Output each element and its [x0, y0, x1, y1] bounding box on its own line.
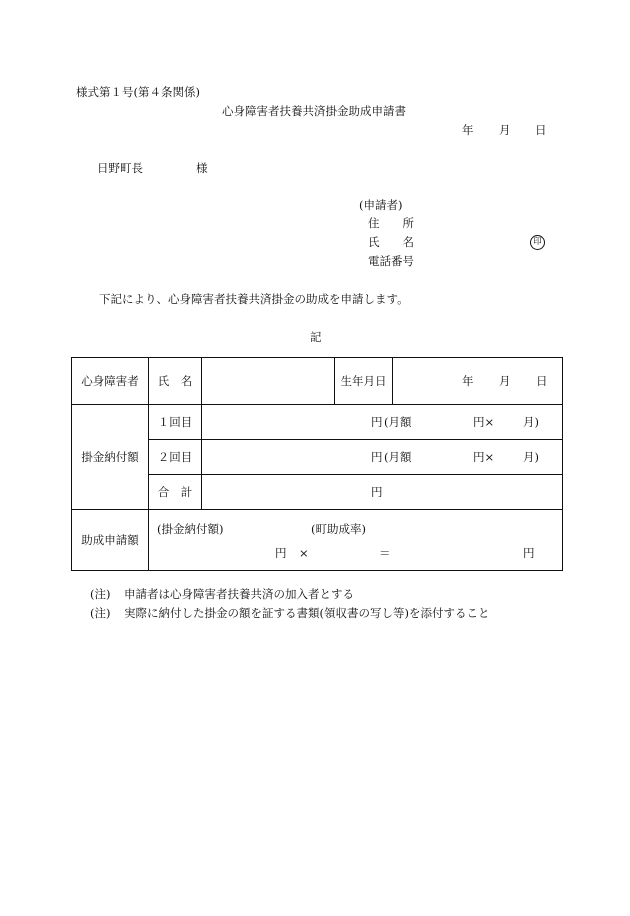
- payment-first-row: [72, 405, 563, 440]
- birth-label-cell: [335, 358, 393, 405]
- grant-label-cell: [72, 510, 149, 571]
- grant-label: 助成申請額: [81, 533, 139, 547]
- first-label: １回目: [157, 415, 193, 429]
- second-monthly-open: (月額: [384, 450, 412, 464]
- note-text-1: 申請者は心身障害者扶養共済の加入者とする: [124, 587, 354, 601]
- total-amount-cell[interactable]: [202, 475, 563, 510]
- second-yen: 円: [371, 450, 383, 464]
- birth-label: 生年月日: [340, 374, 387, 388]
- grant-payment-label: (掛金納付額): [157, 522, 224, 536]
- date-year: 年: [462, 123, 474, 137]
- grant-calc-cell[interactable]: [149, 510, 563, 571]
- first-label-cell: [149, 405, 202, 440]
- person-row: [72, 358, 563, 405]
- ki-heading: 記: [310, 330, 322, 344]
- date-day: 日: [535, 123, 547, 137]
- intro-sentence: 下記により、心身障害者扶養共済掛金の助成を申請します。: [99, 292, 409, 306]
- second-label: ２回目: [157, 450, 193, 464]
- payment-label-cell: [72, 405, 149, 510]
- birth-day-unit: 日: [536, 374, 548, 388]
- grant-yen: 円: [275, 546, 287, 560]
- application-table: [71, 357, 563, 571]
- total-label: 合 計: [157, 485, 193, 499]
- birth-year-unit: 年: [462, 374, 474, 388]
- person-label-cell: [72, 358, 149, 405]
- grant-rate-label: (町助成率): [311, 522, 366, 536]
- applicant-label: (申請者): [359, 198, 403, 212]
- grant-equals: ＝: [379, 546, 391, 560]
- note-mark-1: (注): [90, 587, 111, 601]
- addressee-name: 日野町長: [97, 161, 143, 175]
- applicant-phone-label: 電話番号: [368, 254, 414, 268]
- second-month-close: 月): [523, 450, 539, 464]
- grant-result-yen: 円: [523, 546, 535, 560]
- grant-row: [72, 510, 563, 571]
- total-yen: 円: [371, 485, 383, 499]
- second-label-cell: [149, 440, 202, 475]
- first-yen-times: 円×: [473, 415, 495, 429]
- name-value-cell[interactable]: [202, 358, 335, 405]
- form-number: 様式第１号(第４条関係): [76, 85, 200, 99]
- person-label: 心身障害者: [81, 374, 139, 388]
- first-amount-cell[interactable]: [202, 405, 563, 440]
- seal-mark: 印: [530, 235, 545, 250]
- first-monthly-open: (月額: [384, 415, 412, 429]
- name-label-cell: [149, 358, 202, 405]
- birth-value-cell[interactable]: [393, 358, 563, 405]
- second-yen-times: 円×: [473, 450, 495, 464]
- form-title: 心身障害者扶養共済掛金助成申請書: [222, 104, 406, 118]
- payment-label: 掛金納付額: [81, 450, 139, 464]
- date-month: 月: [499, 123, 511, 137]
- first-month-close: 月): [523, 415, 539, 429]
- grant-times: ×: [299, 546, 309, 560]
- note-mark-2: (注): [90, 606, 111, 620]
- name-label: 氏 名: [157, 374, 193, 388]
- addressee-honorific: 様: [196, 161, 208, 175]
- applicant-address-label: 住 所: [368, 216, 414, 230]
- second-amount-cell[interactable]: [202, 440, 563, 475]
- first-yen: 円: [371, 415, 383, 429]
- total-label-cell: [149, 475, 202, 510]
- applicant-name-label: 氏 名: [368, 235, 414, 249]
- note-text-2: 実際に納付した掛金の額を証する書類(領収書の写し等)を添付すること: [124, 606, 490, 620]
- birth-month-unit: 月: [499, 374, 511, 388]
